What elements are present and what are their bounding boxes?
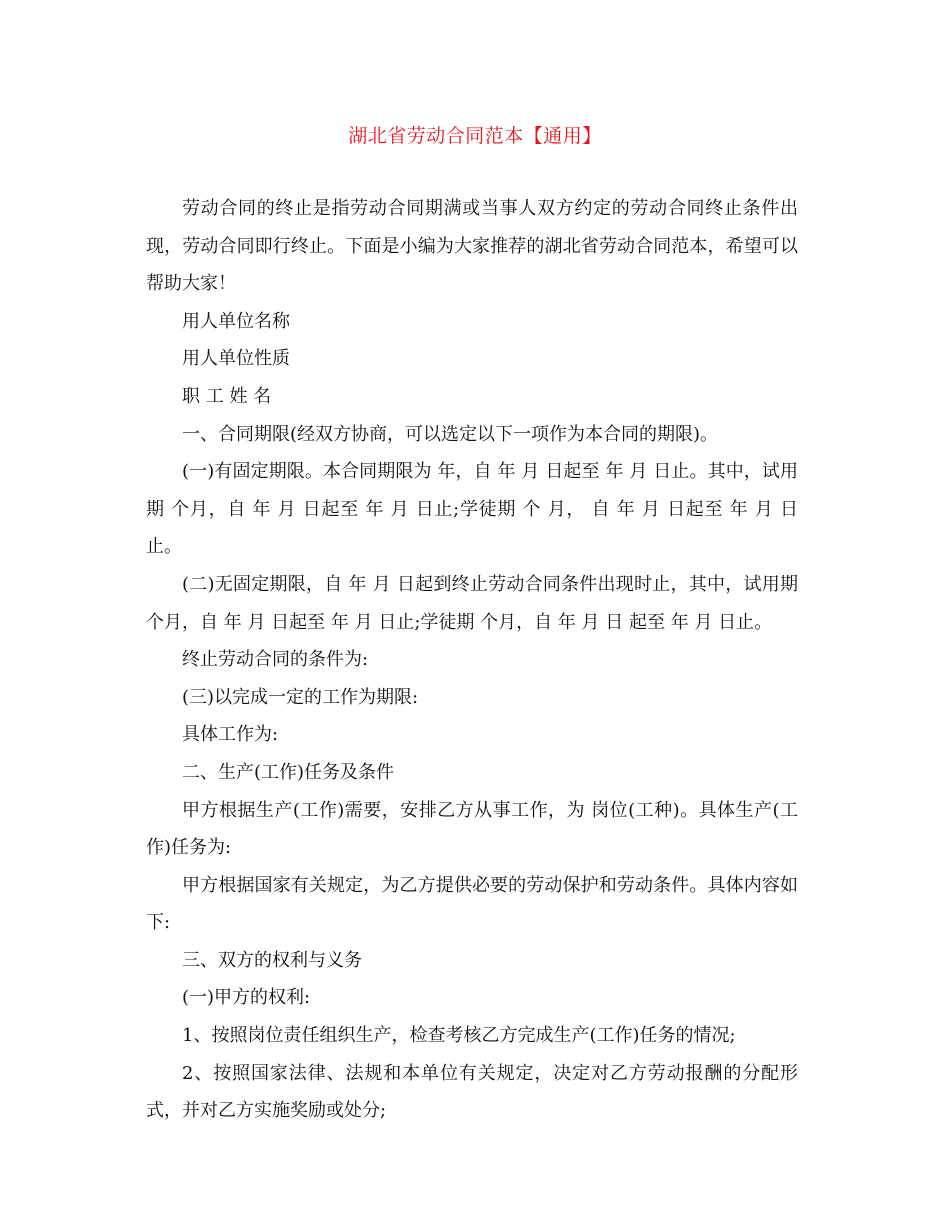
paragraph-section-1-heading: 一、合同期限(经双方协商，可以选定以下一项作为本合同的期限)。 xyxy=(182,423,719,445)
document-body xyxy=(146,190,798,1130)
paragraph-open-term: (二)无固定期限，自 年 月 日起到终止劳动合同条件出现时止，其中，试用期 个月，自 年 月 日起至 年 月 日止;学徒期 个月，自 年 月 日 起至 年 月 日止。 xyxy=(146,573,798,633)
paragraph-intro: 劳动合同的终止是指劳动合同期满或当事人双方约定的劳动合同终止条件出现，劳动合同即行终止。下面是小编为大家推荐的湖北省劳动合同范本，希望可以帮助大家！ xyxy=(146,198,798,295)
paragraph-labor-protection: 甲方根据国家有关规定，为乙方提供必要的劳动保护和劳动条件。具体内容如下: xyxy=(146,874,798,934)
paragraph-termination-conditions: 终止劳动合同的条件为: xyxy=(182,649,369,671)
paragraph-employee-name: 职 工 姓 名 xyxy=(182,385,272,407)
document-title: 湖北省劳动合同范本【通用】 xyxy=(348,125,602,147)
paragraph-task-term: (三)以完成一定的工作为期限: xyxy=(182,686,419,708)
paragraph-right-1: 1、按照岗位责任组织生产，检查考核乙方完成生产(工作)任务的情况; xyxy=(182,1025,736,1047)
paragraph-right-2: 2、按照国家法律、法规和本单位有关规定，决定对乙方劳动报酬的分配形式，并对乙方实施奖励或处分; xyxy=(146,1062,798,1122)
paragraph-fixed-term: (一)有固定期限。本合同期限为 年，自 年 月 日起至 年 月 日止。其中，试用期 个月，自 年 月 日起至 年 月 日止;学徒期 个 月， 自 年 月 日起至 年 月 日止。 xyxy=(146,461,798,558)
paragraph-employer-nature: 用人单位性质 xyxy=(182,348,290,370)
paragraph-work-assignment: 甲方根据生产(工作)需要，安排乙方从事工作，为 岗位(工种)。具体生产(工作)任务为: xyxy=(146,799,798,859)
paragraph-section-2-heading: 二、生产(工作)任务及条件 xyxy=(182,761,395,783)
paragraph-party-a-rights: (一)甲方的权利: xyxy=(182,987,311,1009)
paragraph-specific-work: 具体工作为: xyxy=(182,724,279,746)
paragraph-employer-name: 用人单位名称 xyxy=(182,310,290,332)
paragraph-section-3-heading: 三、双方的权利与义务 xyxy=(182,949,362,971)
